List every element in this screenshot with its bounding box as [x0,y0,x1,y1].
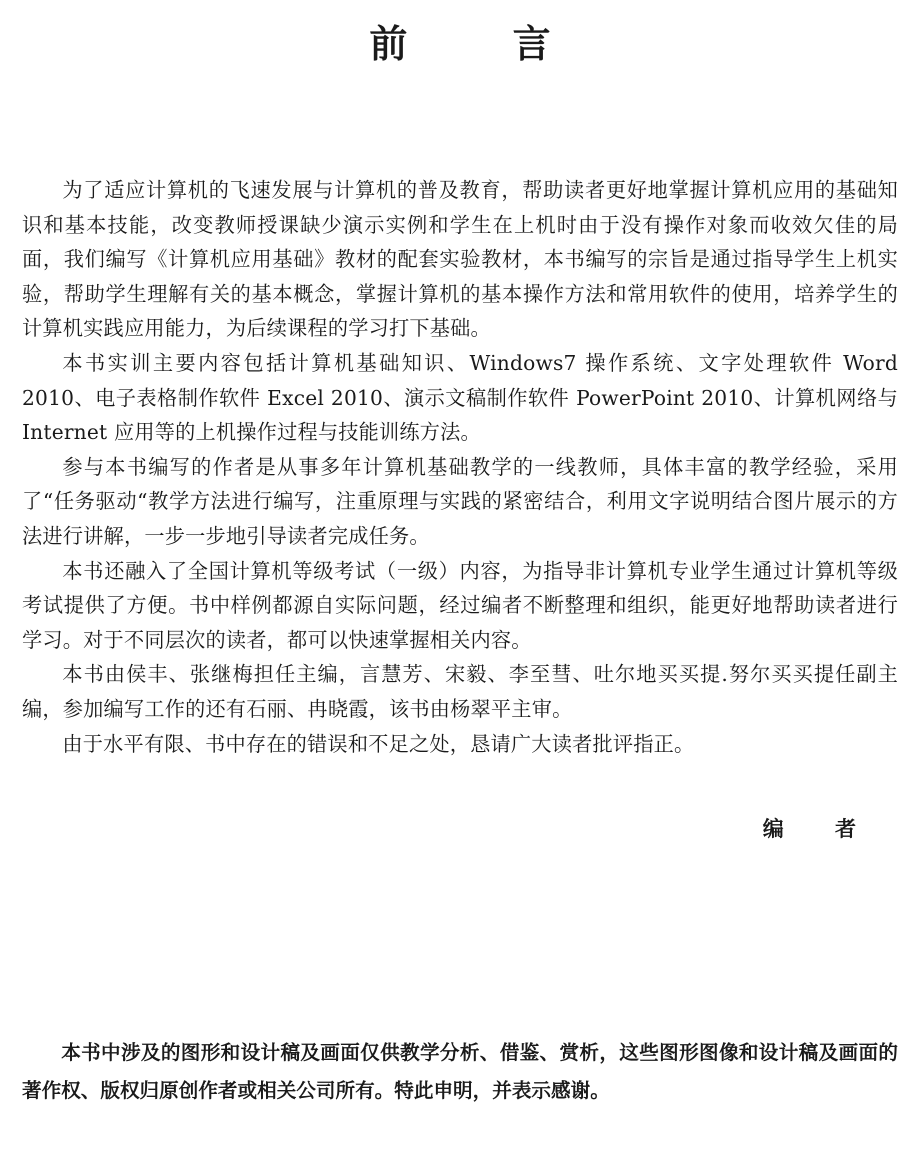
paragraph-purpose: 为了适应计算机的飞速发展与计算机的普及教育，帮助读者更好地掌握计算机应用的基础知识和基本技能，改变教师授课缺少演示实例和学生在上机时由于没有操作对象而收效欠佳的局面，我们编写《计算机应用基础》教材的配套实验教材，本书编写的宗旨是通过指导学生上机实验，帮助学生理解有关的基本概念，掌握计算机的基本操作方法和常用软件的使用，培养学生的计算机实践应用能力，为后续课程的学习打下基础。 [22,178,898,341]
preface-body [22,173,898,761]
paragraph-editors: 本书由侯丰、张继梅担任主编，言慧芳、宋毅、李至彗、吐尔地买买提.努尔买买提任副主编，参加编写工作的还有石丽、冉晓霞，该书由杨翠平主审。 [22,662,898,721]
paragraph-contents: 本书实训主要内容包括计算机基础知识、Windows7 操作系统、文字处理软件 Word 2010、电子表格制作软件 Excel 2010、演示文稿制作软件 PowerPoint 2010、计算机网络与 Internet 应用等的上机操作过程与技能训练方法。 [22,350,898,445]
copyright-notice: 本书中涉及的图形和设计稿及画面仅供教学分析、借鉴、赏析，这些图形图像和设计稿及画面的著作权、版权归原创作者或相关公司所有。特此申明，并表示感谢。 [22,1041,898,1102]
paragraph-authors: 参与本书编写的作者是从事多年计算机基础教学的一线教师，具体丰富的教学经验，采用了“任务驱动“教学方法进行编写，注重原理与实践的紧密结合，利用文字说明结合图片展示的方法进行讲解，一步一步地引导读者完成任务。 [22,454,898,548]
page-title: 前 言 [369,22,597,66]
signature: 编 者 [762,817,878,841]
paragraph-exam: 本书还融入了全国计算机等级考试（一级）内容，为指导非计算机专业学生通过计算机等级考试提供了方便。书中样例都源自实际问题，经过编者不断整理和组织，能更好地帮助读者进行学习。对于不同层次的读者，都可以快速掌握相关内容。 [22,558,898,652]
paragraph-apology: 由于水平有限、书中存在的错误和不足之处，恳请广大读者批评指正。 [62,731,695,756]
